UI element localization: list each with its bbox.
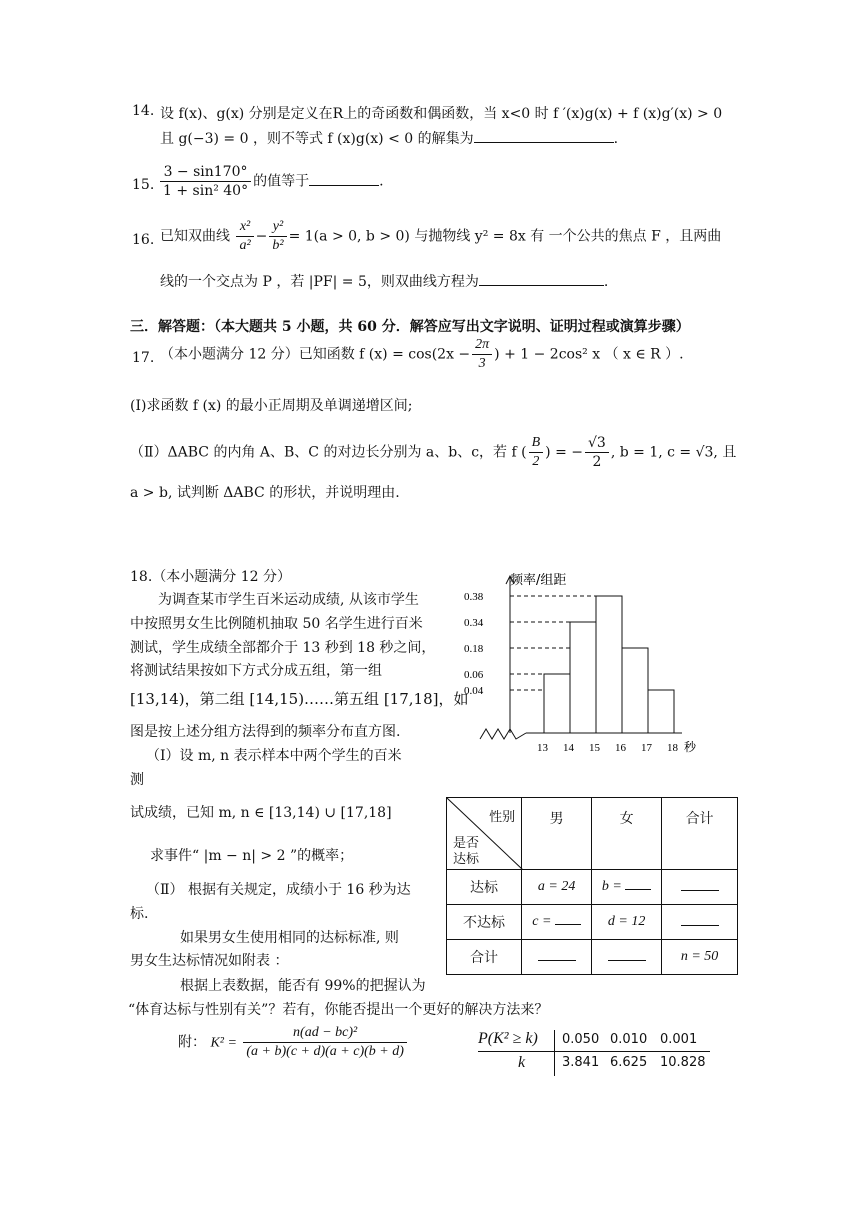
section3-heading: 三．解答题：（本大题共 5 小题，共 60 分．解答应写出文字说明、证明过程或演算步骤） [130,319,690,335]
q17-part2-b: ) = − [545,444,583,461]
col-female: 女 [592,798,662,870]
k2-lhs: K² = [210,1035,237,1051]
frequency-histogram [460,568,720,758]
q18-p15: 根据上表数据，能否有 99%的把握认为 [180,978,426,994]
q18-p6: 图是按上述分组方法得到的频率分布直方图. [130,724,401,740]
x-tick-label: 13 [537,742,548,754]
q18-head: 18.（本小题满分 12 分） [130,569,291,585]
appendix-label: 附： [178,1034,206,1051]
x-tick-label: 16 [615,742,626,754]
row2-male-blank[interactable] [555,924,581,925]
col-male: 男 [522,798,592,870]
header-pass-q1: 是否 [453,836,480,851]
histogram-xlabel: 秒 [684,740,697,754]
k2-den: (a + b)(c + d)(a + c)(b + d) [246,1044,404,1059]
q18-p11: （Ⅱ） 根据有关规定，成绩小于 16 秒为达 [146,882,411,898]
histogram-x-ticks [537,739,697,754]
q17-part2-frac2-den: 2 [592,454,602,470]
q15-end: . [379,173,384,190]
histogram-bars [544,596,674,733]
q17-part2-c: , b = 1, c = √3, 且 [610,444,737,461]
q16-frac2-num: y² [269,218,286,237]
diag-header-cell [447,798,522,870]
k-table-k-label: k [518,1054,526,1071]
col-total: 合计 [662,798,738,870]
q14-number: 14. [132,103,155,119]
k2-num: n(ad − bc)² [243,1024,407,1043]
q16-line2-text: 线的一个交点为 P ，若 |PF| = 5，则双曲线方程为 [160,274,479,290]
q18-p14: 男女生达标情况如附表 ： [130,953,289,969]
q17-head: （本小题满分 12 分）已知函数 f (x) = cos(2x − [160,346,471,363]
q18-p5: [13,14)，第二组 [14,15)……第五组 [17,18]，如 [130,690,469,708]
k-table-p-label: P(K² ≥ k) [478,1030,538,1047]
q17-number: 17. [132,350,155,366]
row2-total-cell [662,905,738,940]
q16-answer-blank[interactable] [479,285,604,286]
q18-p3: 测试，学生成绩全部都介于 13 秒到 18 秒之间， [130,640,436,656]
q17-part1: (Ⅰ)求函数 f (x) 的最小正周期及单调递增区间; [130,398,413,414]
histogram-bar [596,596,622,733]
q17-part2-frac-den: 2 [532,454,540,469]
k-value-3: 10.828 [660,1055,706,1070]
histogram-bar [570,622,596,733]
q15-answer-blank[interactable] [309,185,379,186]
q14-line2 [160,128,618,148]
histogram-bar [648,690,674,733]
q17-part2-a: （Ⅱ）ΔABC 的内角 A、B、C 的对边长分别为 a、b、c，若 f ( [130,444,527,461]
q17-part2-frac2-num: √3 [585,434,609,453]
q18-p7: （Ⅰ）设 m, n 表示样本中两个学生的百米 [146,748,402,764]
row1-label: 达标 [447,870,522,905]
q16-end: . [603,274,609,290]
row3-male-blank[interactable] [538,960,576,961]
y-tick-label: 0.04 [464,685,484,697]
q14-answer-blank[interactable] [474,142,614,143]
q17-part2-frac-num: B [529,434,544,453]
q18-p1: 为调查某市学生百米运动成绩, 从该市学生 [158,592,419,608]
histogram-y-ticks [464,591,484,697]
q18-p4: 将测试结果按如下方式分成五组，第一组 [130,663,382,679]
histogram-ylabel: 频率/组距 [510,573,567,588]
q18-p16: “体育达标与性别有关”？若有，你能否提出一个更好的解决方法来？ [128,1002,549,1018]
q15-text: 的值等于 [253,173,310,190]
k-value-2: 6.625 [610,1055,648,1070]
q15-fraction [160,163,251,200]
q17-part2-frac2 [585,434,609,471]
k-table-divider-v [554,1030,555,1076]
q16-prefix: 已知双曲线 [160,228,230,245]
q18-p2: 中按照男女生比例随机抽取 50 名学生进行百米 [130,616,423,632]
q18-p12: 标. [130,906,149,922]
q15-expression [158,163,384,200]
k-critical-table [478,1030,710,1076]
q17-part2-line1 [130,434,736,471]
row1-total-blank[interactable] [681,890,719,891]
q18-p9: 试成绩，已知 m, n ∈ [13,14) ∪ [17,18] [130,805,392,821]
y-tick-label: 0.06 [464,669,484,681]
q18-p8: 测 [130,772,144,788]
p-value-1: 0.050 [562,1032,600,1047]
row1-female-blank[interactable] [625,889,651,890]
row2-male: c = [532,914,552,929]
row3-female-blank[interactable] [608,960,646,961]
q17-frac-den: 3 [478,356,486,371]
k-table-divider-h [478,1051,710,1052]
q18-p10: 求事件“ |m − n| > 2 ”的概率； [150,848,354,864]
row3-total: n = 50 [662,940,738,975]
q16-frac1-num: x² [236,218,253,237]
row3-male-cell [522,940,592,975]
q16-number: 16. [132,232,155,248]
contingency-table [446,797,738,975]
q16-frac1-den: a² [239,238,251,253]
x-tick-label: 15 [589,742,600,754]
row1-female: b = [601,879,622,894]
q18-p13: 如果男女生使用相同的达标标准, 则 [180,930,399,946]
y-tick-label: 0.38 [464,591,484,603]
row3-female-cell [592,940,662,975]
q16-line1 [160,218,721,255]
q17-line1 [160,336,684,373]
x-tick-label: 14 [563,742,574,754]
k-value-1: 3.841 [562,1055,600,1070]
row2-female: d = 12 [592,905,662,940]
x-tick-label: 17 [641,742,652,754]
q17-tail: ) + 1 − 2cos² x （ x ∈ R ）. [494,346,684,363]
row1-total-cell [662,870,738,905]
q16-frac1 [236,218,253,255]
row1-female-cell [592,870,662,905]
row1-male: a = 24 [522,870,592,905]
q14-end: . [613,131,619,147]
q14-line1: 设 f(x)、g(x) 分别是定义在R上的奇函数和偶函数，当 x<0 时 f ′(x)g(x) + f (x)g′(x) > 0 [160,106,723,122]
q16-minus: − [255,228,268,245]
row2-total-blank[interactable] [681,925,719,926]
histogram-bar [544,674,570,733]
q15-numerator: 3 − sin170° [160,163,251,182]
q16-line2 [160,271,608,291]
histogram-bar [622,648,648,733]
y-tick-label: 0.34 [464,617,484,629]
k2-fraction [243,1024,407,1061]
header-gender: 性别 [489,810,516,825]
row2-label: 不达标 [447,905,522,940]
q15-number: 15. [132,177,155,193]
q17-frac-num: 2π [472,336,492,355]
q16-frac2 [269,218,286,255]
y-tick-label: 0.18 [464,643,484,655]
x-tick-label: 18 [667,742,678,754]
row3-label: 合计 [447,940,522,975]
q15-denominator: 1 + sin² 40° [163,183,249,199]
q17-part2-frac [529,434,544,471]
k2-formula [178,1024,409,1061]
q14-line2-text: 且 g(−3) = 0 ，则不等式 f (x)g(x) < 0 的解集为 [160,131,474,147]
p-value-3: 0.001 [660,1032,698,1047]
q17-frac [472,336,492,373]
row2-male-cell [522,905,592,940]
q17-part2-line2: a > b, 试判断 ΔABC 的形状，并说明理由. [130,485,400,501]
axis-break-zigzag [480,729,526,739]
q16-frac2-den: b² [272,238,284,253]
p-value-2: 0.010 [610,1032,648,1047]
q16-eq: = 1(a > 0, b > 0) 与抛物线 y² = 8x 有 一个公共的焦点 F ，且两曲 [288,228,722,245]
header-pass-q2: 达标 [453,852,480,867]
